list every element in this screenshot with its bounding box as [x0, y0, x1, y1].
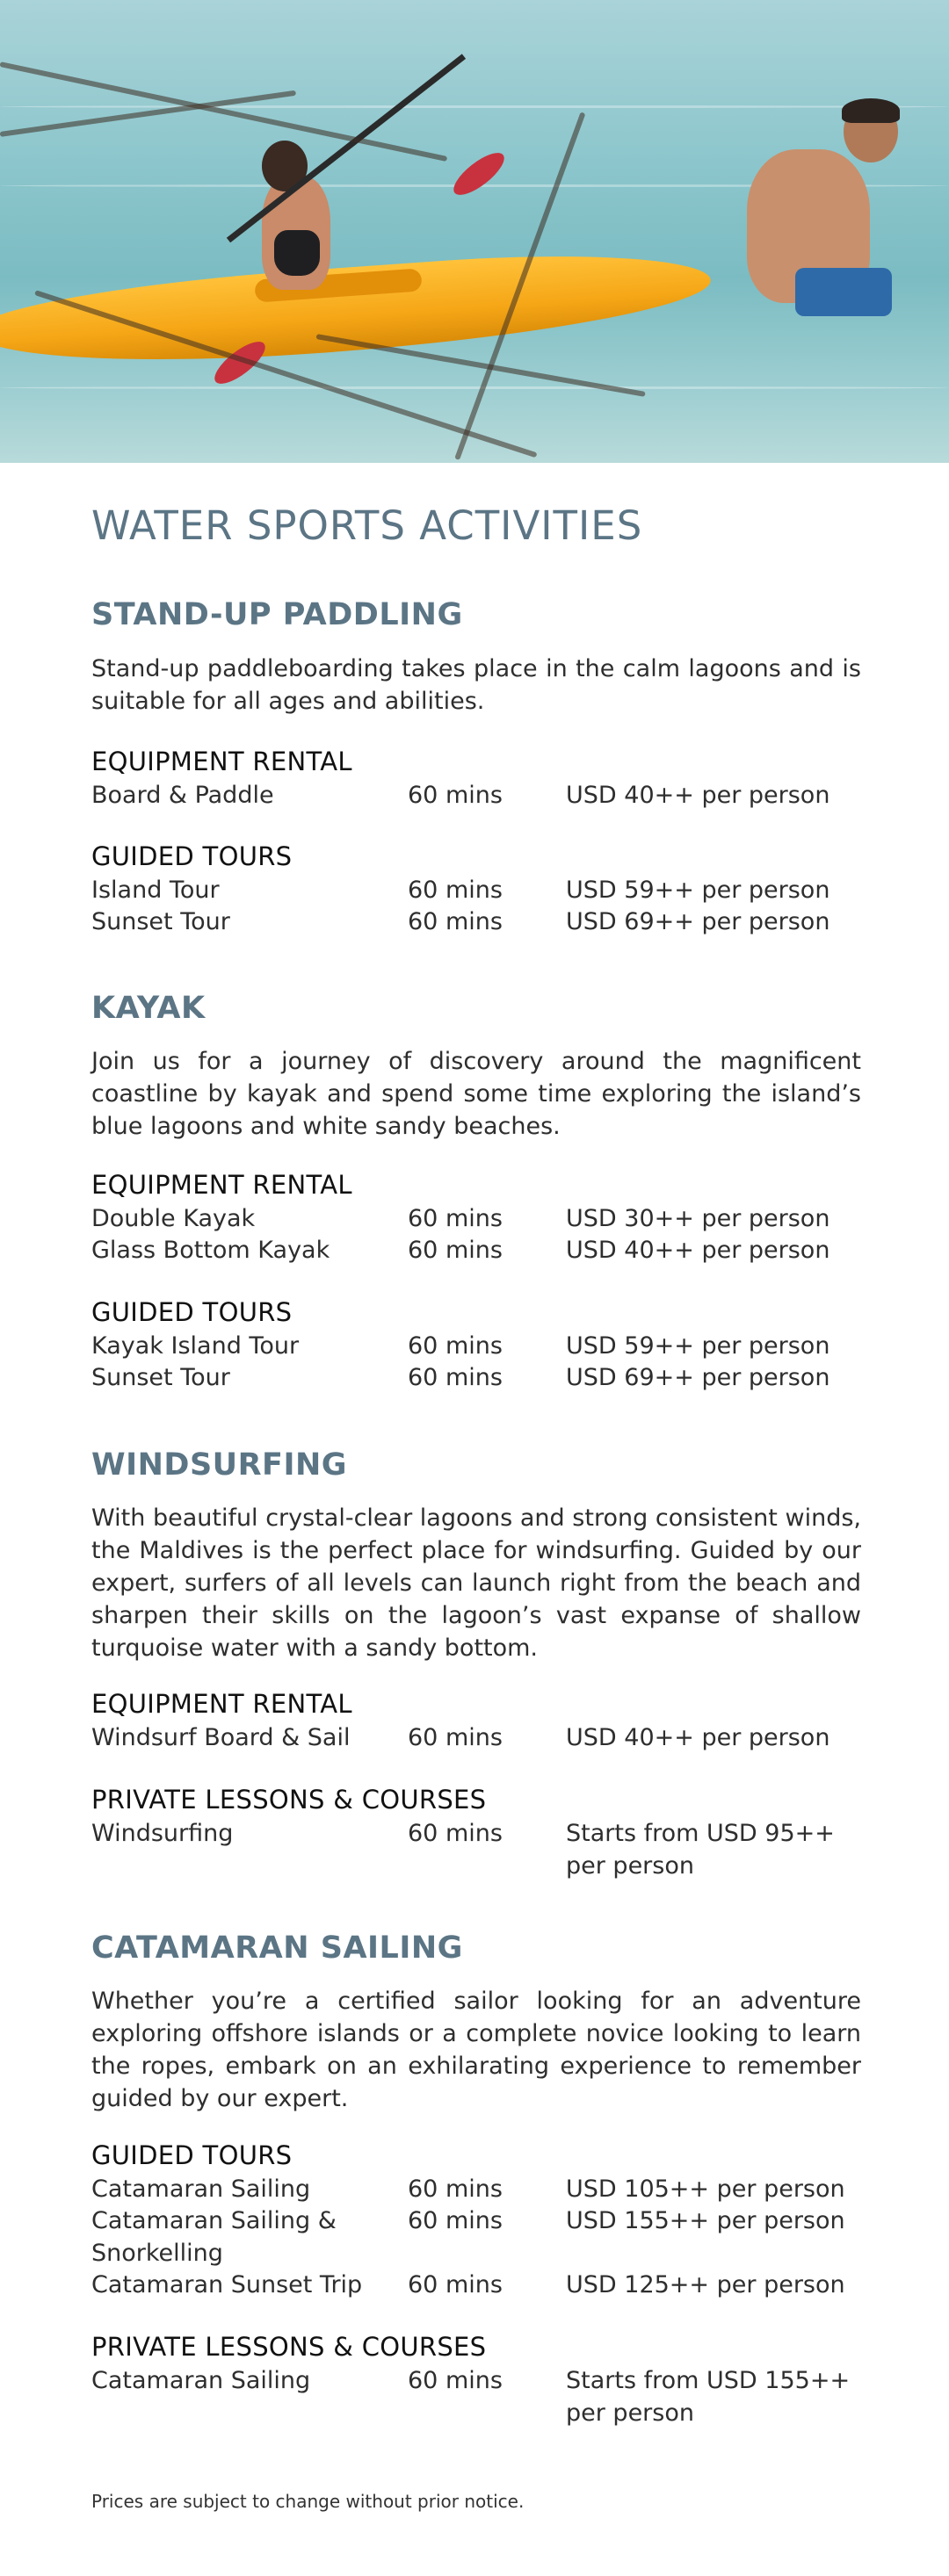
- duration: 60 mins: [408, 2271, 503, 2298]
- price: USD 59++ per person: [566, 1332, 830, 1360]
- kayak: [0, 242, 714, 377]
- item-name: Double Kayak: [91, 1205, 256, 1232]
- price-line-1: Starts from USD 95++: [566, 1820, 835, 1847]
- price: USD 155++ per person: [566, 2207, 845, 2234]
- price: USD 59++ per person: [566, 877, 830, 904]
- item-name: Windsurf Board & Sail: [91, 1724, 351, 1751]
- price: USD 69++ per person: [566, 908, 830, 935]
- group-title-guided-tours: GUIDED TOURS: [91, 841, 293, 871]
- price-row: [91, 2204, 865, 2269]
- section-description: Whether you’re a certified sailor looking for an adventure exploring offshore islands or a complete novice looking to learn the ropes, embark on an exhilarating experience to remember guided by our expert.: [91, 1988, 861, 2112]
- group-title-private-lessons-courses: PRIVATE LESSONS & COURSES: [91, 1785, 487, 1815]
- page-title: WATER SPORTS ACTIVITIES: [91, 502, 643, 549]
- man-shorts: [795, 268, 892, 316]
- duration: 60 mins: [408, 1237, 503, 1264]
- price: USD 30++ per person: [566, 1205, 830, 1232]
- item-name: Kayak Island Tour: [91, 1332, 300, 1360]
- item-name: [91, 2204, 399, 2269]
- price: USD 105++ per person: [566, 2176, 845, 2203]
- item-name: Catamaran Sailing: [91, 2176, 311, 2203]
- hero-photo: [0, 0, 949, 463]
- duration: 60 mins: [408, 1724, 503, 1751]
- foreground-branch: [0, 61, 447, 162]
- water-ripple: [0, 105, 949, 108]
- duration: 60 mins: [408, 877, 503, 904]
- footer-note: Prices are subject to change without prior notice.: [91, 2491, 525, 2512]
- group-title-equipment-rental: EQUIPMENT RENTAL: [91, 747, 352, 776]
- price-row: [91, 1817, 865, 1882]
- duration: 60 mins: [408, 2207, 503, 2234]
- section-title-kayak: KAYAK: [91, 991, 206, 1026]
- item-name: Glass Bottom Kayak: [91, 1237, 330, 1264]
- item-name: Sunset Tour: [91, 908, 230, 935]
- item-name-line-1: Catamaran Sailing &: [91, 2207, 337, 2234]
- paddle: [227, 54, 466, 242]
- price: USD 40++ per person: [566, 782, 830, 809]
- price: [566, 2364, 882, 2429]
- price-line-1: Starts from USD 155++: [566, 2367, 851, 2394]
- price-row: [91, 2364, 865, 2429]
- section-description: Join us for a journey of discovery around the magnificent coastline by kayak and spend some time exploring the island’s blue lagoons and white sandy beaches.: [91, 1048, 861, 1140]
- price: USD 125++ per person: [566, 2271, 845, 2298]
- duration: 60 mins: [408, 908, 503, 935]
- item-name: Catamaran Sunset Trip: [91, 2271, 363, 2298]
- duration: 60 mins: [408, 2176, 503, 2203]
- man-hair: [842, 98, 900, 123]
- section-title-windsurfing: WINDSURFING: [91, 1447, 348, 1483]
- price-line-2: per person: [566, 2399, 694, 2427]
- price-line-2: per person: [566, 1852, 694, 1880]
- paddle-blade: [447, 146, 510, 202]
- item-name: Catamaran Sailing: [91, 2367, 311, 2394]
- duration: 60 mins: [408, 1820, 503, 1847]
- price: USD 69++ per person: [566, 1364, 830, 1391]
- section-description: With beautiful crystal-clear lagoons and strong consistent winds, the Maldives is the perfect place for windsurfing. Guided by our expert, surfers of all levels can launch right from the beach and sharpen their skills on the lagoon’s vast expanse of shallow turquoise water with a sandy bottom.: [91, 1504, 861, 1662]
- group-title-private-lessons-courses: PRIVATE LESSONS & COURSES: [91, 2332, 487, 2362]
- section-title-stand-up-paddling: STAND-UP PADDLING: [91, 597, 463, 632]
- item-name: Island Tour: [91, 877, 220, 904]
- item-name: Sunset Tour: [91, 1364, 230, 1391]
- price: [566, 1817, 882, 1882]
- item-name: Board & Paddle: [91, 782, 274, 809]
- item-name: Windsurfing: [91, 1820, 234, 1847]
- group-title-guided-tours: GUIDED TOURS: [91, 1297, 293, 1327]
- duration: 60 mins: [408, 2367, 503, 2394]
- woman-swimsuit: [274, 230, 320, 276]
- group-title-equipment-rental: EQUIPMENT RENTAL: [91, 1689, 352, 1719]
- duration: 60 mins: [408, 1205, 503, 1232]
- duration: 60 mins: [408, 1364, 503, 1391]
- price: USD 40++ per person: [566, 1724, 830, 1751]
- section-title-catamaran-sailing: CATAMARAN SAILING: [91, 1930, 463, 1966]
- item-name-line-2: Snorkelling: [91, 2240, 223, 2267]
- section-description: Stand-up paddleboarding takes place in the calm lagoons and is suitable for all ages and abilities.: [91, 655, 861, 715]
- duration: 60 mins: [408, 1332, 503, 1360]
- price: USD 40++ per person: [566, 1237, 830, 1264]
- group-title-guided-tours: GUIDED TOURS: [91, 2140, 293, 2170]
- duration: 60 mins: [408, 782, 503, 809]
- group-title-equipment-rental: EQUIPMENT RENTAL: [91, 1170, 352, 1200]
- water-ripple: [0, 386, 949, 389]
